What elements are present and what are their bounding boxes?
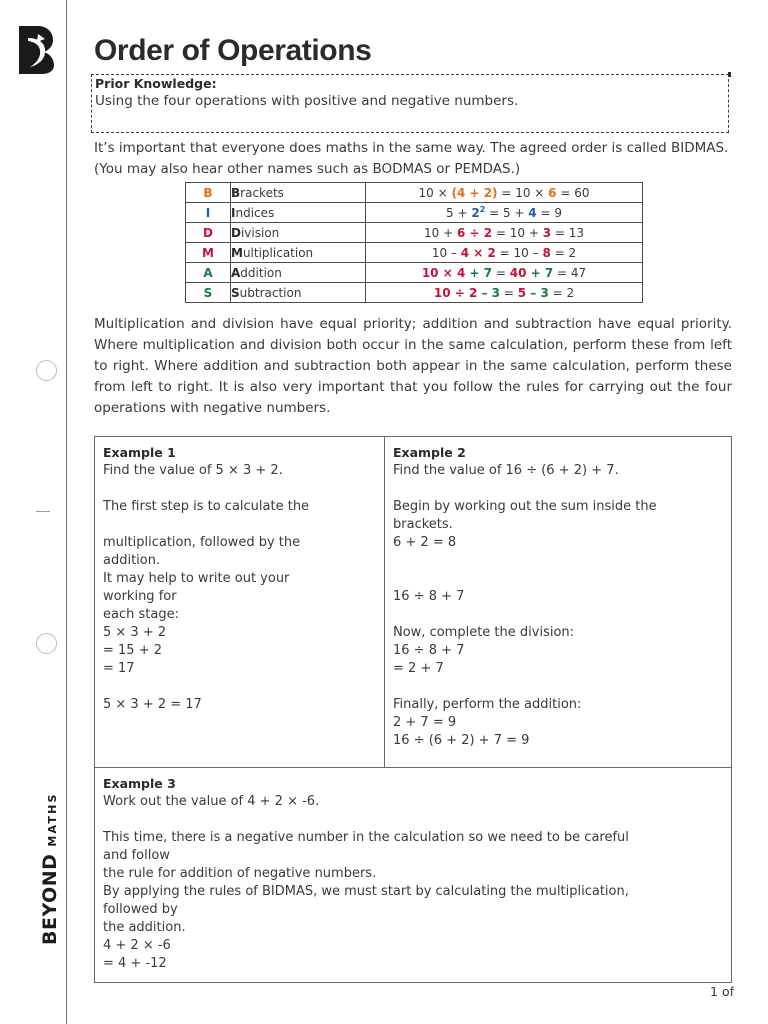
bidmas-letter: A bbox=[186, 263, 231, 283]
bidmas-letter: D bbox=[186, 223, 231, 243]
hole-punch-mark bbox=[36, 633, 57, 654]
example-line: the rule for addition of negative numbers. bbox=[103, 866, 377, 881]
examples-container bbox=[94, 436, 732, 983]
spacer bbox=[103, 480, 375, 498]
page-title: Order of Operations bbox=[94, 34, 372, 67]
bidmas-example: 10 – 4 × 2 = 10 – 8 = 2 bbox=[366, 243, 643, 263]
example-line: 2 + 7 = 9 bbox=[393, 715, 457, 730]
example-line: 4 + 2 × -6 bbox=[103, 938, 171, 953]
example-line: = 17 bbox=[103, 661, 135, 676]
bidmas-letter: B bbox=[186, 183, 231, 203]
bidmas-example: $5 + 2^2 = 5 + 4 = 9$ bbox=[366, 203, 643, 223]
example-line: This time, there is a negative number in the calculation so we need to be careful bbox=[103, 830, 629, 845]
example-line: Begin by working out the sum inside the bbox=[393, 499, 657, 514]
brand-vertical-label bbox=[39, 765, 69, 945]
table-row bbox=[186, 263, 643, 283]
table-row bbox=[186, 243, 643, 263]
brand-name-secondary: MATHS bbox=[46, 792, 59, 847]
example-1-body bbox=[103, 462, 375, 714]
example-line: Work out the value of 4 + 2 × -6. bbox=[103, 794, 320, 809]
example-line: multiplication, followed by the bbox=[103, 535, 301, 550]
examples-row-top bbox=[95, 437, 731, 768]
bidmas-word: Brackets bbox=[231, 183, 366, 203]
bidmas-example: 10 ÷ 2 – 3 = 5 – 3 = 2 bbox=[366, 283, 643, 303]
example-line: followed by bbox=[103, 902, 178, 917]
rules-paragraph: Multiplication and division have equal priority; addition and subtraction have equal priority. Where multiplication and division both occur in the same calculation, perform these from left to right. Where addition and subtraction both appear in the same calculation, perform these from left to right. It is also very important that you follow the rules for carrying out the four operations with negative numbers. bbox=[94, 316, 732, 416]
intro-paragraph: It’s important that everyone does maths in the same way. The agreed order is called BIDMAS. (You may also hear other names such as BODMAS or PEMDAS.) bbox=[94, 140, 729, 177]
table-row bbox=[186, 283, 643, 303]
bidmas-word: Multiplication bbox=[231, 243, 366, 263]
table-row bbox=[186, 203, 643, 223]
example-line: 16 ÷ 8 + 7 bbox=[393, 643, 465, 658]
example-line: each stage: bbox=[103, 607, 179, 622]
example-line: Now, complete the division: bbox=[393, 625, 575, 640]
bidmas-table bbox=[185, 182, 643, 303]
example-line: the addition. bbox=[103, 920, 186, 935]
example-line: 16 ÷ (6 + 2) + 7 = 9 bbox=[393, 733, 530, 748]
example-line: brackets. bbox=[393, 517, 453, 532]
prior-knowledge-text: Using the four operations with positive and negative numbers. bbox=[95, 93, 519, 109]
example-line: working for bbox=[103, 589, 177, 604]
spacer bbox=[103, 516, 375, 534]
footer-page-number: 1 of bbox=[710, 984, 734, 999]
bidmas-example: 10 + 6 ÷ 2 = 10 + 3 = 13 bbox=[366, 223, 643, 243]
prior-knowledge-label: Prior Knowledge: bbox=[95, 76, 217, 91]
example-line: 5 × 3 + 2 = 17 bbox=[103, 697, 202, 712]
spacer bbox=[393, 552, 722, 570]
table-row bbox=[186, 223, 643, 243]
spacer bbox=[393, 606, 722, 624]
content-column bbox=[94, 0, 738, 971]
beyond-b-logo-icon bbox=[16, 24, 54, 74]
bidmas-word: Division bbox=[231, 223, 366, 243]
example-3-cell bbox=[95, 768, 731, 982]
corner-tick-mark bbox=[728, 72, 731, 77]
example-2-cell bbox=[385, 437, 731, 767]
example-line: 5 × 3 + 2 bbox=[103, 625, 167, 640]
bidmas-letter: I bbox=[186, 203, 231, 223]
example-line: 6 + 2 = 8 bbox=[393, 535, 457, 550]
example-1-cell bbox=[95, 437, 385, 767]
example-line: By applying the rules of BIDMAS, we must start by calculating the multiplication, bbox=[103, 884, 629, 899]
bidmas-example: 10 × 4 + 7 = 40 + 7 = 47 bbox=[366, 263, 643, 283]
example-line: = 2 + 7 bbox=[393, 661, 444, 676]
prior-knowledge-content bbox=[95, 76, 715, 110]
table-row bbox=[186, 183, 643, 203]
bidmas-word: Subtraction bbox=[231, 283, 366, 303]
example-line: and follow bbox=[103, 848, 170, 863]
bidmas-example: 10 × (4 + 2) = 10 × 6 = 60 bbox=[366, 183, 643, 203]
example-line: Finally, perform the addition: bbox=[393, 697, 582, 712]
example-2-title: Example 2 bbox=[393, 445, 466, 460]
example-line: Find the value of 16 ÷ (6 + 2) + 7. bbox=[393, 463, 619, 478]
example-3-title: Example 3 bbox=[103, 776, 176, 791]
example-1-title: Example 1 bbox=[103, 445, 176, 460]
spacer bbox=[103, 811, 722, 829]
spacer bbox=[393, 570, 722, 588]
example-line: = 4 + -12 bbox=[103, 956, 167, 971]
example-line: 16 ÷ 8 + 7 bbox=[393, 589, 465, 604]
bidmas-word: Indices bbox=[231, 203, 366, 223]
spacer bbox=[103, 678, 375, 696]
bidmas-word: Addition bbox=[231, 263, 366, 283]
example-line: addition. bbox=[103, 553, 161, 568]
bidmas-letter: S bbox=[186, 283, 231, 303]
hole-punch-mark bbox=[36, 360, 57, 381]
example-line: Find the value of 5 × 3 + 2. bbox=[103, 463, 283, 478]
spacer bbox=[393, 678, 722, 696]
example-3-body bbox=[103, 793, 722, 973]
example-line: It may help to write out your bbox=[103, 571, 290, 586]
example-line: = 15 + 2 bbox=[103, 643, 162, 658]
spacer bbox=[393, 480, 722, 498]
bidmas-letter: M bbox=[186, 243, 231, 263]
fold-tick-mark bbox=[36, 511, 50, 512]
example-2-body bbox=[393, 462, 722, 750]
brand-name-primary: BEYOND bbox=[39, 853, 61, 945]
bidmas-table-wrapper bbox=[185, 182, 641, 303]
example-line: The first step is to calculate the bbox=[103, 499, 310, 514]
